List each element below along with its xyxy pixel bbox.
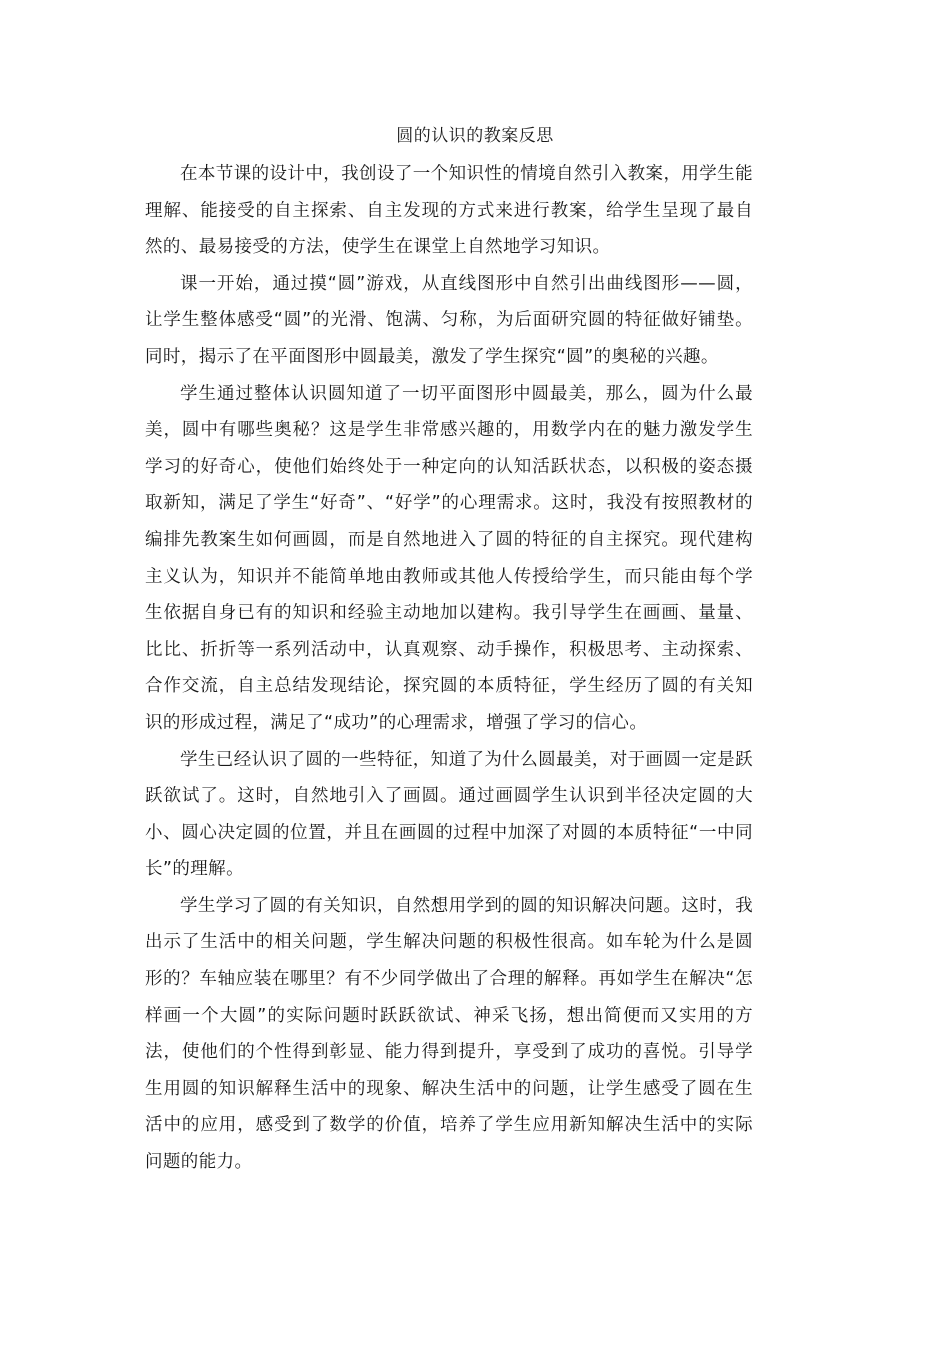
paragraph: 学生学习了圆的有关知识，自然想用学到的圆的知识解决问题。这时，我出示了生活中的相关问题，学生解决问题的积极性很高。如车轮为什么是圆形的？车轴应装在哪里？有不少同学做出了合理的解释。再如学生在解决“怎样画一个大圆”的实际问题时跃跃欲试、神采飞扬，想出简便而又实用的方法，使他们的个性得到彰显、能力得到提升，享受到了成功的喜悦。引导学生用圆的知识解释生活中的现象、解决生活中的问题，让学生感受了圆在生活中的应用，感受到了数学的价值，培养了学生应用新知解决生活中的实际问题的能力。 — [145, 895, 753, 1173]
paragraph: 学生通过整体认识圆知道了一切平面图形中圆最美，那么，圆为什么最美，圆中有哪些奥秘？这是学生非常感兴趣的，用数学内在的魅力激发学生学习的好奇心，使他们始终处于一种定向的认知活跃状态，以积极的姿态摄取新知，满足了学生“好奇”、“好学”的心理需求。这时，我没有按照教材的编排先教案生如何画圆，而是自然地进入了圆的特征的自主探究。现代建构主义认为，知识并不能简单地由教师或其他人传授给学生，而只能由每个学生依据自身已有的知识和经验主动地加以建构。我引导学生在画画、量量、比比、折折等一系列活动中，认真观察、动手操作，积极思考、主动探索、合作交流，自主总结发现结论，探究圆的本质特征，学生经历了圆的有关知识的形成过程，满足了“成功”的心理需求，增强了学习的信心。 — [145, 383, 753, 733]
paragraph: 学生已经认识了圆的一些特征，知道了为什么圆最美，对于画圆一定是跃跃欲试了。这时，自然地引入了画圆。通过画圆学生认识到半径决定圆的大小、圆心决定圆的位置，并且在画圆的过程中加深了对圆的本质特征“一中同长”的理解。 — [145, 749, 753, 880]
document-title: 圆的认识的教案反思 — [396, 126, 554, 146]
document-body — [145, 156, 753, 1181]
paragraph: 在本节课的设计中，我创设了一个知识性的情境自然引入教案，用学生能理解、能接受的自主探索、自主发现的方式来进行教案，给学生呈现了最自然的、最易接受的方法，使学生在课堂上自然地学习知识。 — [145, 164, 753, 258]
paragraph: 课一开始，通过摸“圆”游戏，从直线图形中自然引出曲线图形——圆，让学生整体感受“圆”的光滑、饱满、匀称，为后面研究圆的特征做好铺垫。同时，揭示了在平面图形中圆最美，激发了学生探究“圆”的奥秘的兴趣。 — [145, 273, 753, 367]
